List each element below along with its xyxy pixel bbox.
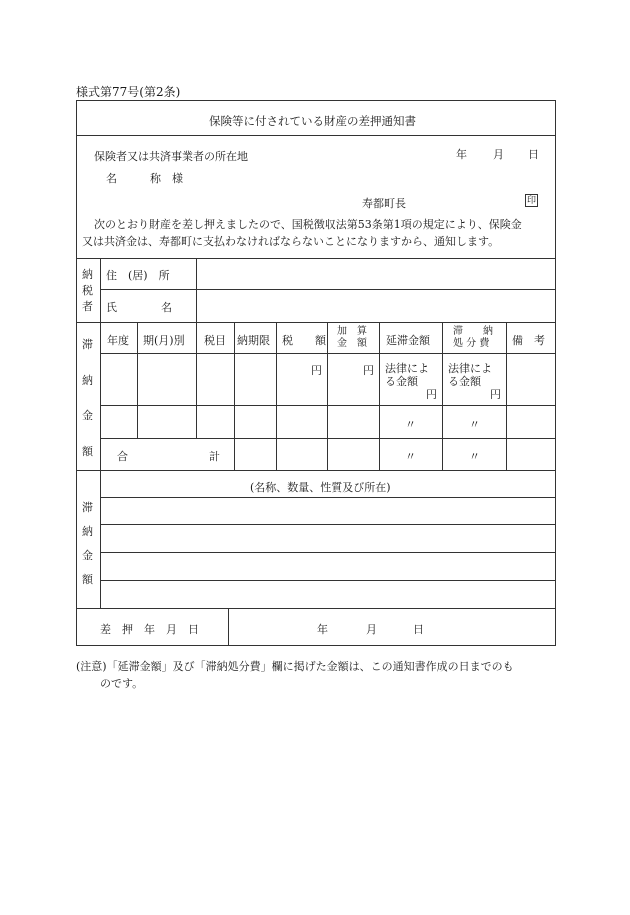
issuer-name: 寿都町長 xyxy=(362,197,406,210)
date-month-label: 月 xyxy=(493,148,504,161)
notice-body-line-1: 次のとおり財産を差し押えましたので、国税徴収法第53条第1項の規定により、保険金 xyxy=(94,218,522,231)
header-disposal-bottom: 処 分 費 xyxy=(453,338,490,349)
property-caption-border xyxy=(100,497,556,498)
seizure-date-label: 差 押 年 月 日 xyxy=(100,623,199,636)
taxpayer-top-border xyxy=(76,258,556,259)
row1-additional-unit: 円 xyxy=(363,364,374,377)
col-divider-year xyxy=(137,322,138,438)
seal-mark: 印 xyxy=(526,196,536,206)
seizure-divider xyxy=(228,608,229,646)
note-line-2: のです。 xyxy=(100,677,144,690)
row1-disposal-text-1: 法律によ xyxy=(448,362,492,375)
taxpayer-mid-border xyxy=(100,289,556,290)
col-divider-disposal xyxy=(506,322,507,470)
col-divider-taxitem xyxy=(234,322,235,470)
form-number: 様式第77号(第2条) xyxy=(76,85,181,99)
header-period: 期(月)別 xyxy=(143,334,185,347)
arrears-section-label-1: 滞 xyxy=(82,338,93,351)
total-disposal-ditto: 〃 xyxy=(469,450,480,463)
arrears-header-border xyxy=(100,353,556,354)
insurer-name-label: 名 称 様 xyxy=(106,172,183,185)
col-divider-fee xyxy=(442,322,443,470)
taxpayer-name-field[interactable] xyxy=(198,291,554,320)
property-line-1 xyxy=(100,524,556,525)
header-remarks: 備 考 xyxy=(512,334,545,347)
col-divider-tax xyxy=(327,322,328,470)
row1-disposal-unit: 円 xyxy=(490,388,501,401)
date-day-label: 日 xyxy=(528,148,539,161)
property-section-label-2: 納 xyxy=(82,525,93,538)
date-year-label: 年 xyxy=(456,148,467,161)
col-divider-additional xyxy=(379,322,380,470)
header-disposal-top: 滞 納 xyxy=(453,326,493,337)
col-divider-period xyxy=(196,322,197,438)
property-section-label-3: 金 xyxy=(82,549,93,562)
arrears-section-label-4: 額 xyxy=(82,445,93,458)
header-year: 年度 xyxy=(107,334,129,347)
total-label-left: 合 xyxy=(117,450,128,463)
col-divider-due xyxy=(276,322,277,470)
arrears-section-label-2: 納 xyxy=(82,374,93,387)
arrears-bottom-border xyxy=(76,470,556,471)
taxpayer-name-label: 氏 名 xyxy=(106,301,172,314)
taxpayer-field-divider xyxy=(196,258,197,322)
insurer-location-label: 保険者又は共済事業者の所在地 xyxy=(94,150,248,163)
notice-body-line-2: 又は共済金は、寿都町に支払わなければならないことになりますから、通知します。 xyxy=(82,235,500,248)
arrears-row2-border xyxy=(100,438,556,439)
row2-disposal-ditto: 〃 xyxy=(469,418,480,431)
title-divider xyxy=(76,135,556,136)
header-additional-bottom: 金 額 xyxy=(337,338,367,349)
seizure-top-border xyxy=(76,608,556,609)
taxpayer-address-field[interactable] xyxy=(198,260,554,288)
arrears-section-label-3: 金 xyxy=(82,409,93,422)
total-label-right: 計 xyxy=(209,450,220,463)
arrears-top-border xyxy=(76,322,556,323)
row1-disposal-text-2: る金額 xyxy=(448,375,481,388)
total-fee-ditto: 〃 xyxy=(405,450,416,463)
header-delinquency-fee: 延滞金額 xyxy=(386,334,430,347)
header-tax-amount: 税 額 xyxy=(282,334,326,347)
taxpayer-section-label-3: 者 xyxy=(82,300,93,313)
taxpayer-label-divider xyxy=(100,258,101,608)
property-line-2 xyxy=(100,552,556,553)
property-caption: (名称、数量、性質及び所在) xyxy=(250,481,391,494)
seizure-day-label: 日 xyxy=(413,623,424,636)
taxpayer-section-label-2: 税 xyxy=(82,284,93,297)
property-line-3 xyxy=(100,580,556,581)
seizure-year-label: 年 xyxy=(317,623,328,636)
row1-fee-text-2: る金額 xyxy=(385,375,418,388)
row1-fee-unit: 円 xyxy=(426,388,437,401)
row1-tax-unit: 円 xyxy=(311,364,322,377)
property-section-label-1: 滞 xyxy=(82,501,93,514)
form-title: 保険等に付されている財産の差押通知書 xyxy=(209,114,416,128)
row2-fee-ditto: 〃 xyxy=(405,418,416,431)
taxpayer-section-label-1: 納 xyxy=(82,268,93,281)
property-section-label-4: 額 xyxy=(82,573,93,586)
arrears-row1-border xyxy=(100,405,556,406)
header-due-date: 納期限 xyxy=(237,334,270,347)
header-additional-top: 加 算 xyxy=(337,326,367,337)
seizure-month-label: 月 xyxy=(366,623,377,636)
taxpayer-address-label: 住 (居) 所 xyxy=(106,269,170,282)
row1-fee-text-1: 法律によ xyxy=(385,362,429,375)
header-tax-item: 税目 xyxy=(204,334,226,347)
note-line-1: (注意)「延滞金額」及び「滞納処分費」欄に掲げた金額は、この通知書作成の日までのも xyxy=(76,660,514,673)
